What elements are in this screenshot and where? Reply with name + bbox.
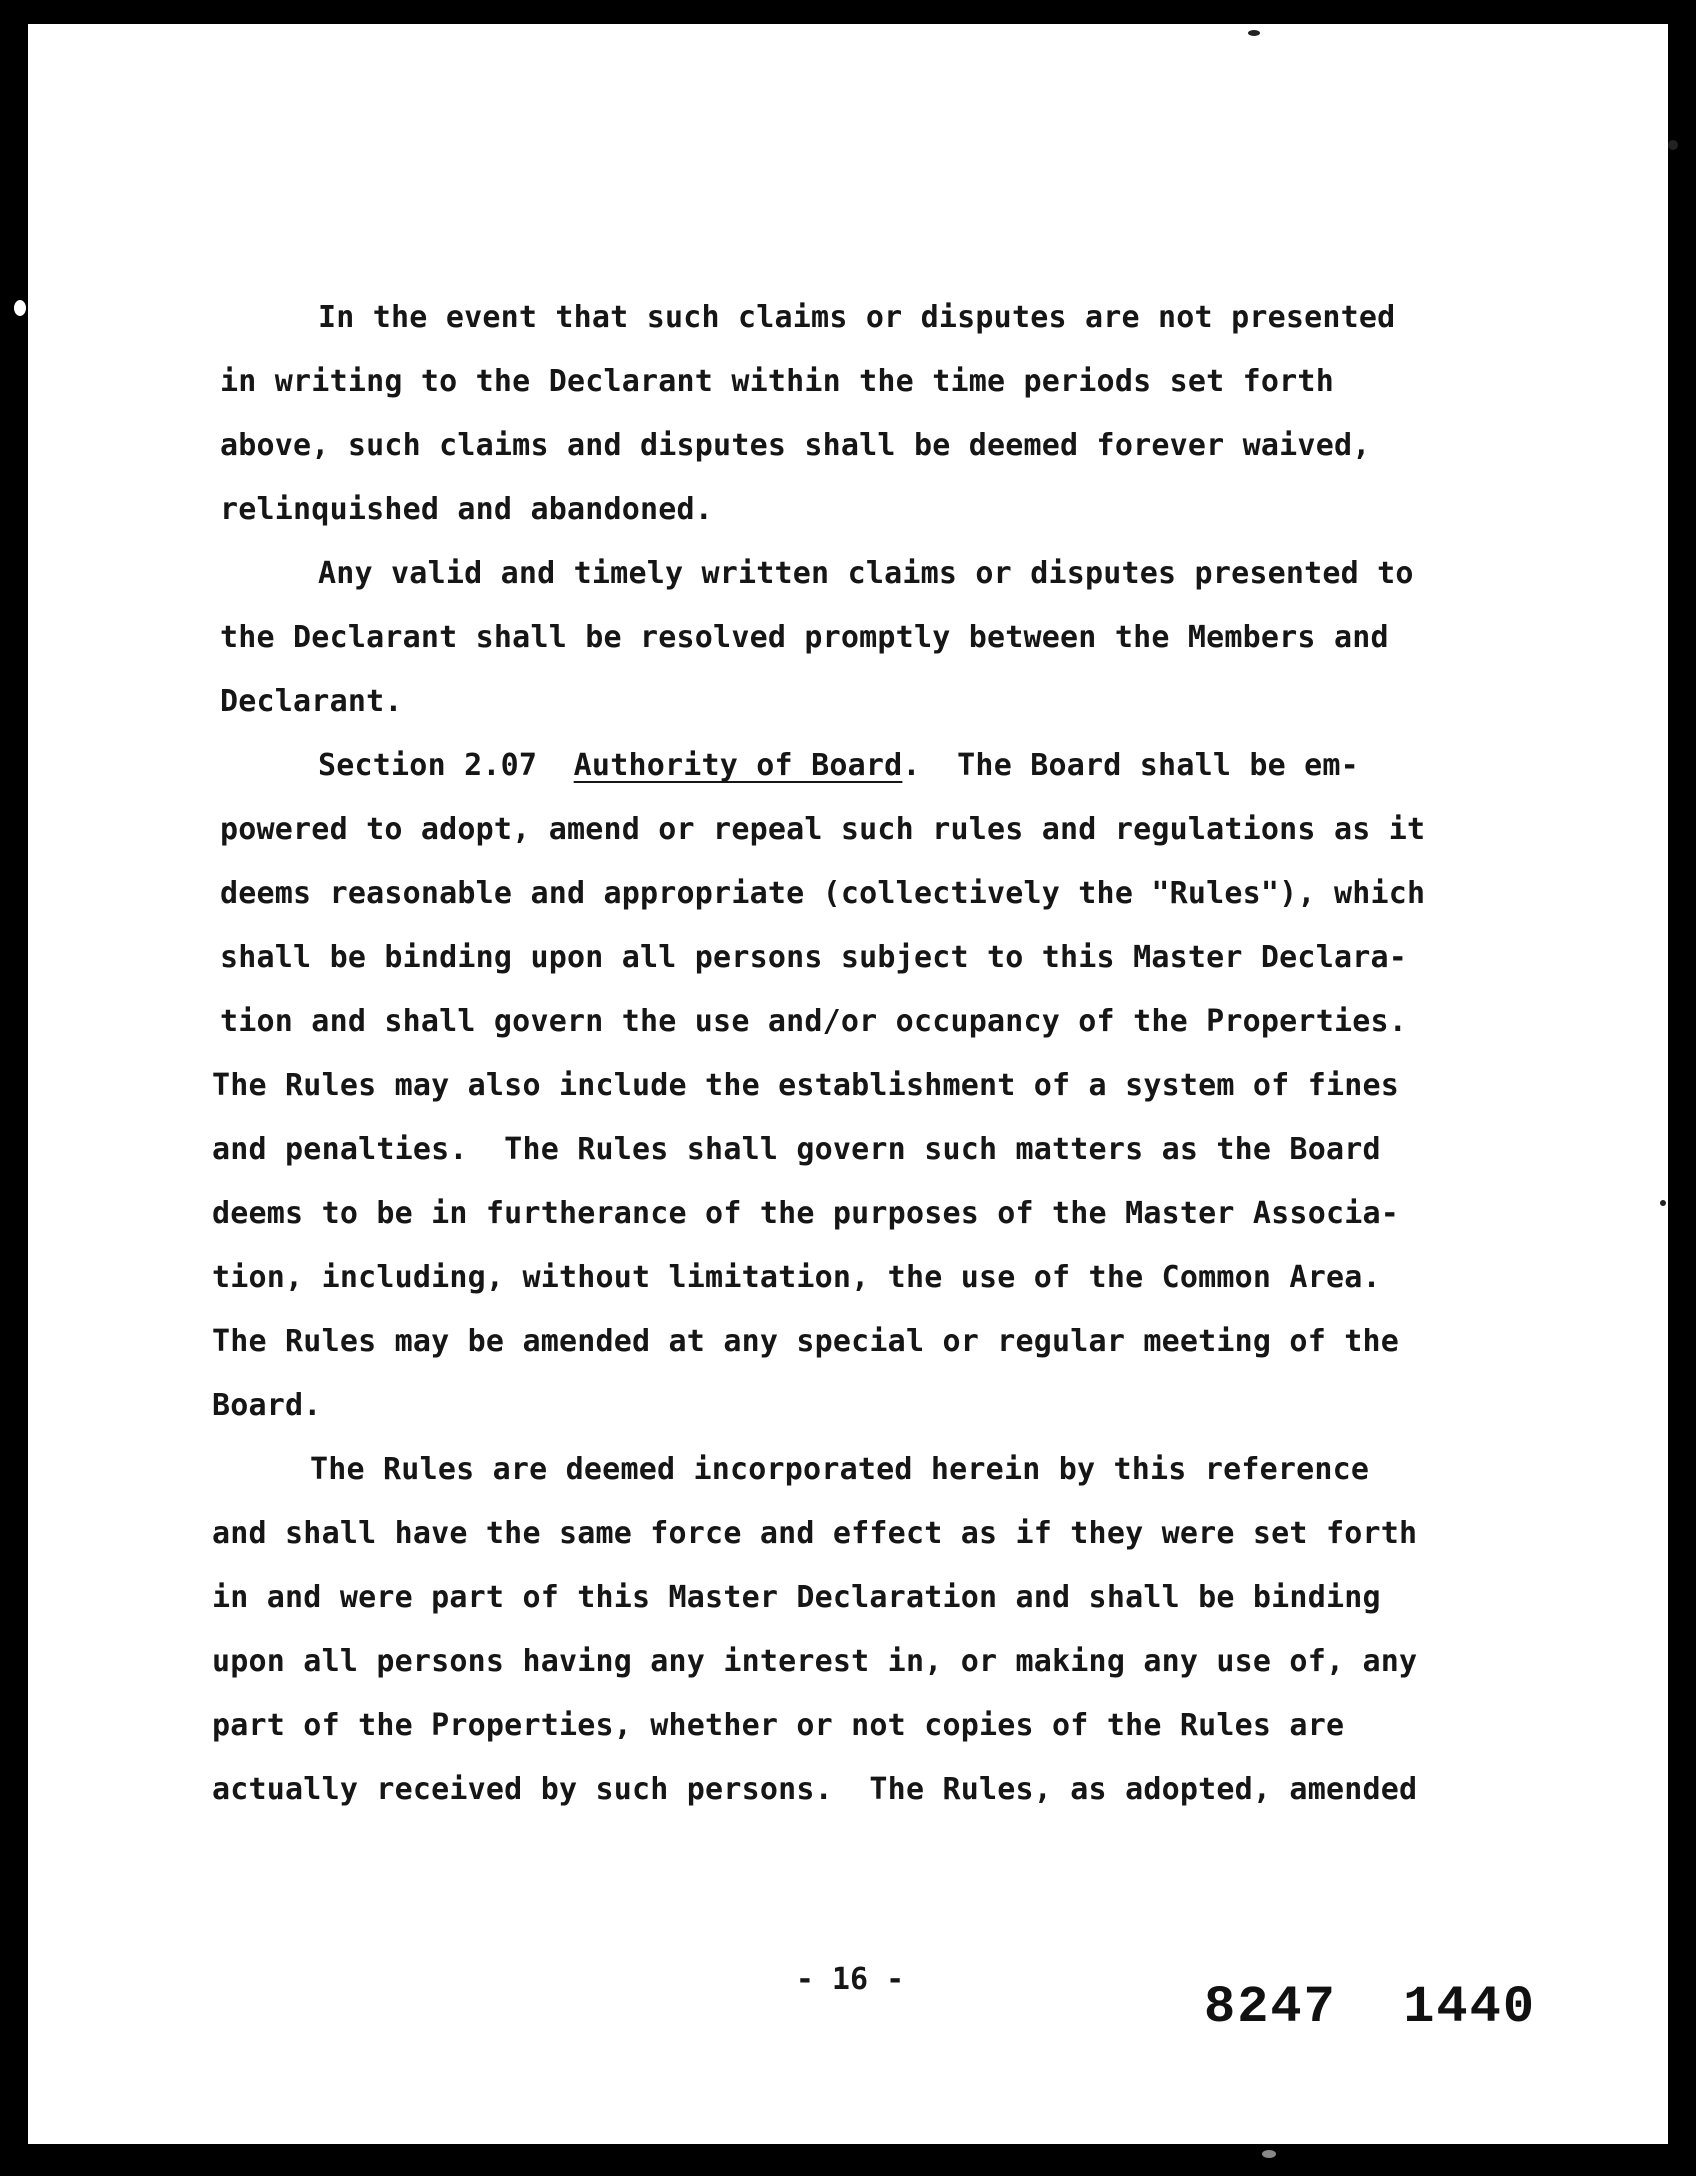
paragraph-3-line-9: tion, including, without limitation, the use of the Common Area. (212, 1260, 1381, 1295)
scan-speck (1668, 140, 1678, 150)
paragraph-3-line-7: and penalties. The Rules shall govern such matters as the Board (212, 1132, 1381, 1167)
section-heading: Authority of Board (573, 748, 903, 783)
scan-speck (1262, 2150, 1276, 2158)
paragraph-4-line-5: part of the Properties, whether or not copies of the Rules are (212, 1708, 1345, 1743)
paragraph-4-line-2: and shall have the same force and effect as if they were set forth (212, 1516, 1418, 1551)
paragraph-4-line-4: upon all persons having any interest in, or making any use of, any (212, 1644, 1418, 1679)
paragraph-3-line-11: Board. (212, 1388, 322, 1423)
paragraph-3-line-6: The Rules may also include the establishment of a system of fines (212, 1068, 1399, 1103)
section-2-07-first-line (220, 734, 1510, 798)
paragraph-4-line-6: actually received by such persons. The Rules, as adopted, amended (212, 1772, 1418, 1807)
paragraph-2-line-2: the Declarant shall be resolved promptly between the Members and (220, 620, 1389, 655)
paragraph-2-line-1: Any valid and timely written claims or disputes presented to (318, 556, 1414, 591)
paragraph-3-line-5: tion and shall govern the use and/or occupancy of the Properties. (220, 1004, 1407, 1039)
scan-speck (14, 300, 26, 316)
paragraph-4-line-1: The Rules are deemed incorporated herein by this reference (310, 1452, 1370, 1487)
paragraph-1-line-1: In the event that such claims or disputes are not presented (318, 300, 1396, 335)
paragraph-1-line-3: above, such claims and disputes shall be deemed forever waived, (220, 428, 1371, 463)
page-number: - 16 - (795, 1962, 905, 1997)
paragraph-3-line-10: The Rules may be amended at any special or regular meeting of the (212, 1324, 1399, 1359)
section-first-line-rest: . The Board shall be em- (902, 748, 1359, 783)
paragraph-1-line-4: relinquished and abandoned. (220, 492, 714, 527)
paragraph-4-line-3: in and were part of this Master Declaration and shall be binding (212, 1580, 1381, 1615)
paragraph-3-line-3: deems reasonable and appropriate (collectively the "Rules"), which (220, 876, 1426, 911)
section-number: Section 2.07 (318, 748, 538, 783)
document-code: 8247 1440 (1204, 1978, 1537, 2037)
paragraph-2-line-3: Declarant. (220, 684, 403, 719)
paragraph-3-line-4: shall be binding upon all persons subject to this Master Declara- (220, 940, 1407, 975)
scan-speck (1660, 1200, 1666, 1206)
body-text (212, 286, 1510, 1822)
paragraph-3-line-2: powered to adopt, amend or repeal such rules and regulations as it (220, 812, 1426, 847)
paragraph-3-line-8: deems to be in furtherance of the purposes of the Master Associa- (212, 1196, 1399, 1231)
scan-speck (1248, 30, 1260, 36)
paragraph-1-line-2: in writing to the Declarant within the time periods set forth (220, 364, 1334, 399)
